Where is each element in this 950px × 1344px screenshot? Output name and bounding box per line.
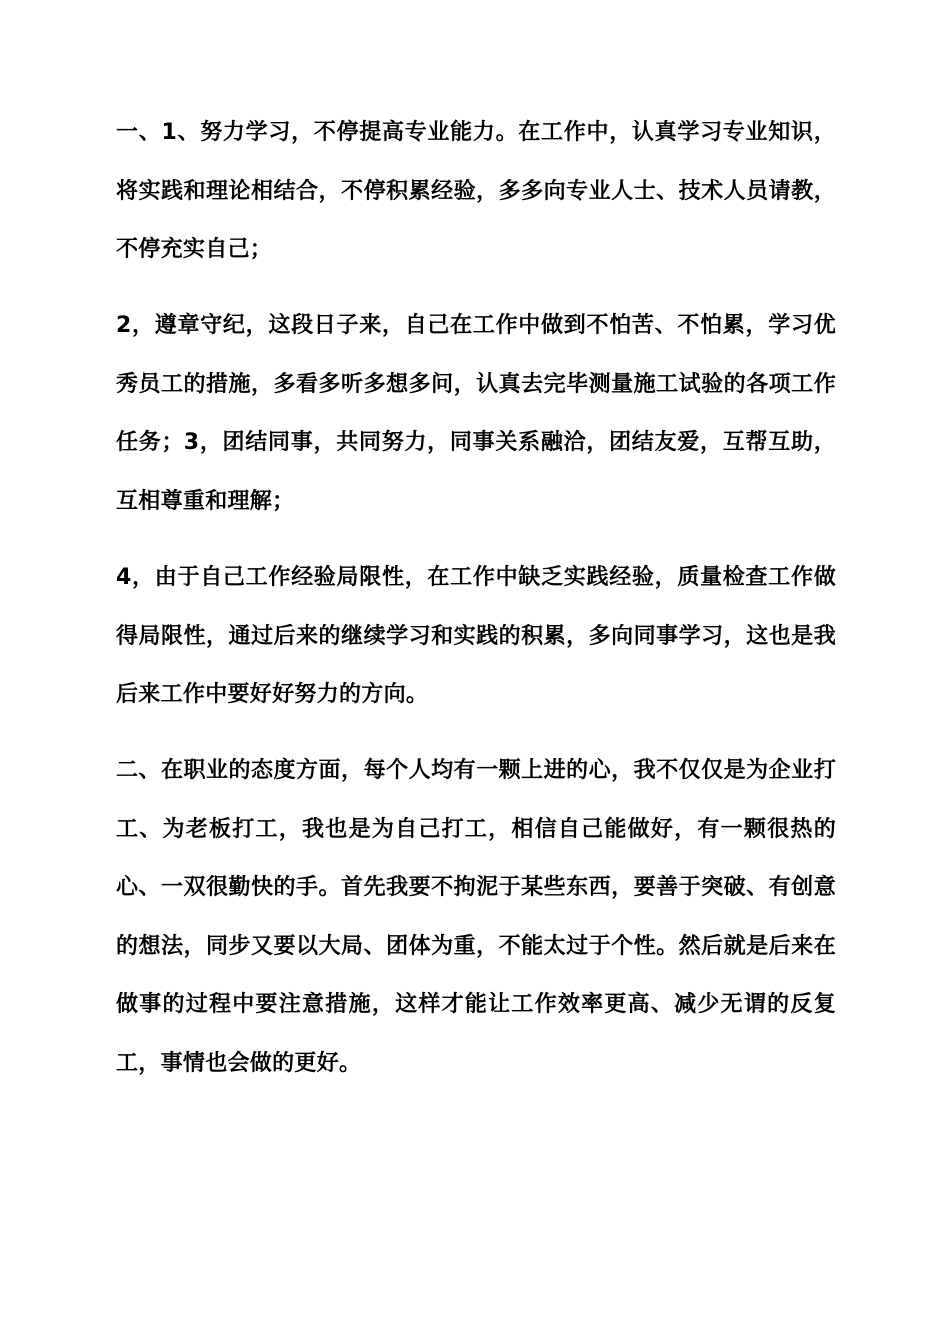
paragraph-discipline-teamwork: 2，遵章守纪，这段日子来，自己在工作中做到不怕苦、不怕累，学习优秀员工的措施，多看多听多想多问，认真去完毕测量施工试验的各项工作任务；3，团结同事，共同努力，同事关系融洽，团结友爱，互帮互助，互相尊重和理解； bbox=[116, 313, 836, 514]
paragraph-experience: 4，由于自己工作经验局限性，在工作中缺乏实践经验，质量检查工作做得局限性，通过后来的继续学习和实践的积累，多向同事学习，这也是我后来工作中要好好努力的方向。 bbox=[116, 565, 836, 707]
paragraph-learning: 一、1、努力学习，不停提高专业能力。在工作中，认真学习专业知识，将实践和理论相结合，不停积累经验，多多向专业人士、技术人员请教，不停充实自己； bbox=[116, 120, 836, 262]
paragraph-attitude: 二、在职业的态度方面，每个人均有一颗上进的心，我不仅仅是为企业打工、为老板打工，我也是为自己打工，相信自己能做好，有一颗很热的心、一双很勤快的手。首先我要不拘泥于某些东西，要善于突破、有创意的想法，同步又要以大局、团体为重，不能太过于个性。然后就是后来在做事的过程中要注意措施，这样才能让工作效率更高、减少无谓的反复工，事情也会做的更好。 bbox=[116, 758, 836, 1076]
